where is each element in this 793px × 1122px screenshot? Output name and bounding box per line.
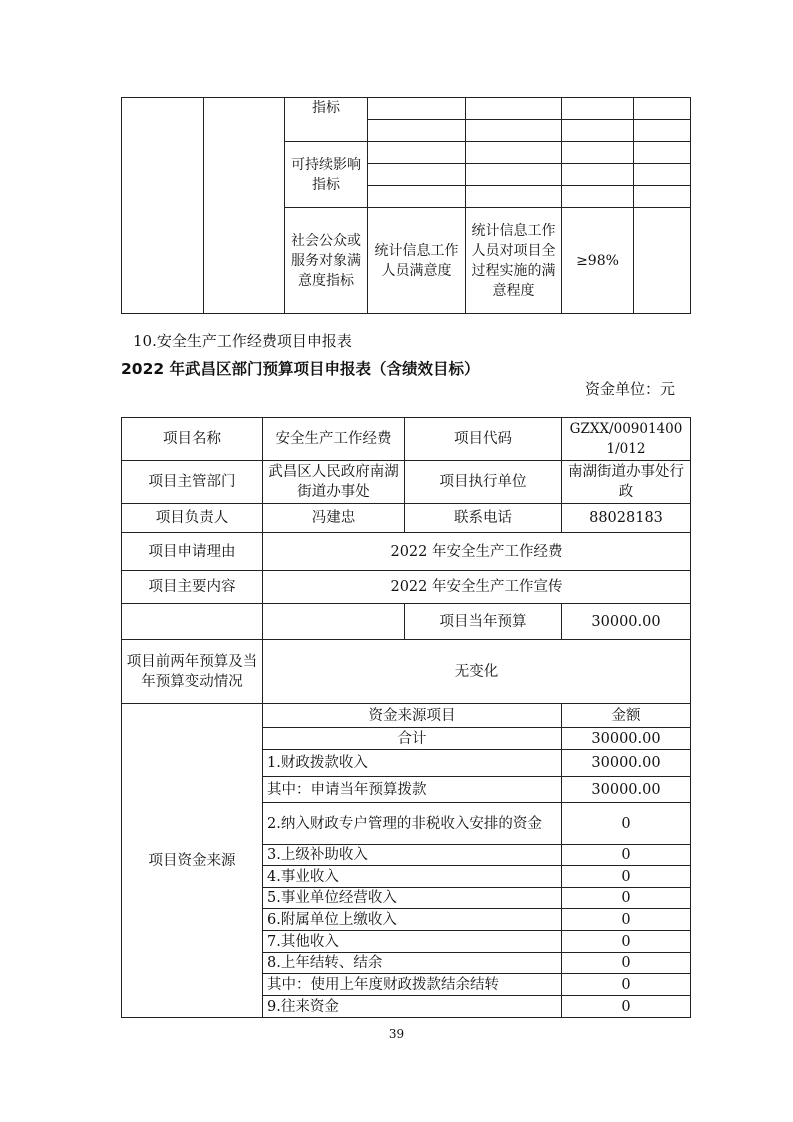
reason-value: 2022 年安全生产工作经费 (263, 533, 691, 571)
funding-item: 其中：使用上年度财政拨款结余结转 (263, 974, 562, 996)
sustain-indicator-label: 可持续影响指标 (285, 142, 368, 208)
document-title: 2022 年武昌区部门预算项目申报表（含绩效目标） (121, 360, 480, 378)
funding-amount: 0 (562, 866, 691, 888)
funding-item: 其中：申请当年预算拨款 (263, 777, 562, 803)
funding-item: 1.财政拨款收入 (263, 750, 562, 777)
funding-item: 9.往来资金 (263, 996, 562, 1018)
project-code-value: GZXX/009014001/012 (562, 418, 691, 461)
performance-indicator-table (121, 97, 691, 314)
funding-item: 3.上级补助收入 (263, 845, 562, 866)
satisfaction-indicator-target: ≥98% (562, 208, 634, 314)
satisfaction-indicator-name: 统计信息工作人员满意度 (368, 208, 466, 314)
funding-amount: 0 (562, 953, 691, 974)
funding-amount: 30000.00 (562, 728, 691, 750)
project-application-table (121, 417, 691, 1018)
satisfaction-indicator-desc: 统计信息工作人员对项目全过程实施的满意程度 (466, 208, 562, 314)
funding-item: 合计 (263, 728, 562, 750)
content-value: 2022 年安全生产工作宣传 (263, 571, 691, 604)
budget-change-value: 无变化 (263, 640, 691, 704)
funding-amount: 30000.00 (562, 777, 691, 803)
funding-amount: 0 (562, 931, 691, 953)
satisfaction-indicator-label: 社会公众或服务对象满意度指标 (285, 208, 368, 314)
department-value: 武昌区人民政府南湖街道办事处 (263, 461, 405, 504)
funding-amount: 0 (562, 974, 691, 996)
annual-budget-value: 30000.00 (562, 604, 691, 640)
reason-label: 项目申请理由 (122, 533, 263, 571)
owner-label: 项目负责人 (122, 504, 263, 533)
currency-unit-label: 资金单位：元 (584, 380, 675, 398)
funding-header-amount: 金额 (562, 704, 691, 728)
funding-header-item: 资金来源项目 (263, 704, 562, 728)
owner-value: 冯建忠 (263, 504, 405, 533)
funding-amount: 30000.00 (562, 750, 691, 777)
blank-cell (122, 98, 204, 314)
funding-amount: 0 (562, 996, 691, 1018)
funding-amount: 0 (562, 803, 691, 845)
phone-value: 88028183 (562, 504, 691, 533)
funding-item: 7.其他收入 (263, 931, 562, 953)
funding-item: 6.附属单位上缴收入 (263, 909, 562, 931)
funding-amount: 0 (562, 909, 691, 931)
project-name-label: 项目名称 (122, 418, 263, 461)
funding-item: 4.事业收入 (263, 866, 562, 888)
executing-unit-value: 南湖街道办事处行政 (562, 461, 691, 504)
phone-label: 联系电话 (405, 504, 562, 533)
blank-cell (204, 98, 285, 314)
funding-item: 8.上年结转、结余 (263, 953, 562, 974)
funding-item: 5.事业单位经营收入 (263, 888, 562, 909)
funding-source-label: 项目资金来源 (122, 704, 263, 1018)
project-code-label: 项目代码 (405, 418, 562, 461)
page-number: 39 (388, 1027, 405, 1041)
project-name-value: 安全生产工作经费 (263, 418, 405, 461)
indicator-label: 指标 (285, 98, 368, 142)
funding-amount: 0 (562, 888, 691, 909)
budget-change-label: 项目前两年预算及当年预算变动情况 (122, 640, 263, 704)
funding-amount: 0 (562, 845, 691, 866)
executing-unit-label: 项目执行单位 (405, 461, 562, 504)
funding-item: 2.纳入财政专户管理的非税收入安排的资金 (263, 803, 562, 845)
section-heading: 10.安全生产工作经费项目申报表 (133, 332, 352, 350)
department-label: 项目主管部门 (122, 461, 263, 504)
annual-budget-label: 项目当年预算 (405, 604, 562, 640)
content-label: 项目主要内容 (122, 571, 263, 604)
